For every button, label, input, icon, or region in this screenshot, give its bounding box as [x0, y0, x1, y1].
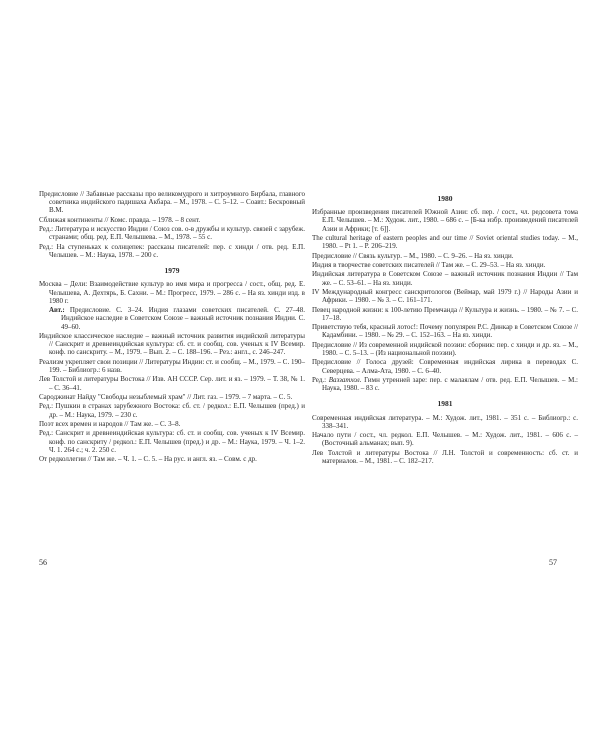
subentry-label: Авт.:: [49, 306, 65, 315]
bibliography-entry: Поэт всех времен и народов // Там же. – С. 3–8.: [39, 419, 181, 428]
bibliography-entry: Современная индийская литература. – М.: Худож. лит., 1981. – 351 с. – Библиогр.: с. 338–341.: [312, 413, 578, 430]
entry-prefix: Ред.:: [312, 375, 329, 384]
bibliography-entry: Москва – Дели: Взаимодействие культур во имя мира и прогресса / сост., общ. ред. Е. Челышева, А. Дехтярь, Б. Сахни. – М.: Прогресс, 1979. – 286 с. – На яз. хинди изд. в 1980 г.: [39, 280, 305, 305]
bibliography-entry: Ред.: Пушкин в странах зарубежного Востока: сб. ст. / редкол.: Е.П. Челышев (пред.) и др. – М.: Наука, 1979. – 230 с.: [39, 402, 305, 419]
page-number-left: 56: [39, 558, 47, 567]
bibliography-entry: Ред.: Санскрит и древнеиндийская культура: сб. ст. и сообщ. сов. ученых к IV Всемир. конф. по санскриту / редкол.: Е.П. Челышев (пред.) и др. – М.: Наука, 1979. – Ч. 1–2. Ч. 1. 264 с.; ч. 2. 250 с.: [39, 429, 305, 454]
entry-text: Гимн утренней заре: пер. с малаялам / отв. ред. Е.П. Челышев. – М.: Наука, 1980. – 83 с.: [322, 375, 579, 393]
subentry-text: Предисловие. С. 3–24. Индия глазами советских писателей. С. 27–48. Индийское наследие в Советском Союзе – важный источник познания Индии. С. 49–60.: [61, 306, 305, 331]
bibliography-entry: Ред.: Литература и искусство Индии / Союз сов. о-в дружбы и культур. связей с зарубеж. странами; общ. ред. Е.П. Челышева. – М., 1978. – 55 с.: [39, 225, 305, 242]
bibliography-entry: Избранные произведения писателей Южной Азии: сб. пер. / сост., чл. редсовета тома Е.П. Челышев. – М.: Худож. лит., 1980. – 686 с. – [Б-ка избр. произведений писателей Азии и Африки; [т. 6]].: [312, 208, 578, 233]
bibliography-entry: Индийское классическое наследие – важный источник развития индийской литературы // Санскрит и древнеиндийская культура: сб. ст. и сообщ. сов. ученых к IV Всемир. конф. по санскриту. – М., 1979. – Вып. 2. – С. 188–196. – Рез.: англ., с. 246–247.: [39, 331, 305, 357]
bibliography-entry: [312, 376, 578, 392]
bibliography-entry: Сближая континенты // Комс. правда. – 1978. – 8 сент.: [39, 215, 201, 224]
bibliography-entry: Предисловие // Из современной индийской поэзии: сборник: пер. с хинди и др. яз. – М., 1980. – С. 5–13. – (Из национальной поэзии).: [312, 340, 578, 357]
bibliography-entry: Лев Толстой и литературы Востока // Л.Н. Толстой и современность: сб. ст. и материалов. – М., 1981. – С. 182–217.: [312, 448, 578, 465]
bibliography-entry: Предисловие // Голоса друзей: Современная индийская лирика в переводах С. Северцева. – Алма-Ата, 1980. – С. 6–40.: [312, 358, 578, 375]
entry-author: Ваззатхол.: [328, 375, 362, 384]
bibliography-entry: Предисловие // Связь культур. – М., 1980. – С. 9–26. – На яз. хинди.: [312, 251, 514, 260]
bibliography-entry: IV Международный конгресс санскритологов (Веймар, май 1979 г.) // Народы Азии и Африки. – 1980. – № 3. – С. 161–171.: [312, 287, 578, 305]
left-page: [39, 190, 305, 465]
bibliography-subentry: [39, 306, 305, 331]
bibliography-entry: Сароджинат Найду "Свободы незыблемый храм" // Лит. газ. – 1979. – 7 марта. – С. 5.: [39, 392, 293, 401]
bibliography-entry: Реализм укрепляет свои позиции // Литературы Индии: ст. и сообщ. – М., 1979. – С. 190–199. – Библиогр.: 6 назв.: [39, 357, 305, 374]
bibliography-entry: Индийская литература в Советском Союзе – важный источник познания Индии // Там же. – С. 53–61. – На яз. хинди.: [312, 270, 578, 287]
bibliography-entry: Предисловие // Забавные рассказы про великомудрого и хитроумного Бирбала, главного советника индийского падишаха Акбара. – М., 1978. – С. 5–12. – Соавт.: Бескровный В.М.: [39, 190, 305, 215]
year-heading: 1980: [437, 194, 453, 203]
bibliography-entry: Индия в творчестве советских писателей // Там же. – С. 29–53. – На яз. хинди.: [312, 260, 546, 269]
bibliography-entry: The cultural heritage of eastern peoples and our time // Soviet oriental studies today. – M., 1980. – Pt 1. – P. 206–219.: [312, 234, 578, 251]
right-page: [312, 195, 578, 466]
bibliography-entry: Лев Толстой и литературы Востока // Изв. АН СССР. Сер. лит. и яз. – 1979. – Т. 38, № 1. – С. 36–41.: [39, 375, 305, 392]
bibliography-entry: Певец народной жизни: к 100-летию Премчанда // Культура и жизнь. – 1980. – № 7. – С. 17–18.: [312, 305, 578, 322]
bibliography-entry: Ред.: На ступеньках к солнцепек: рассказы писателей: пер. с хинди / отв. ред. Е.П. Челышев. – М.: Наука, 1978. – 200 с.: [39, 242, 305, 259]
year-heading: 1979: [164, 266, 180, 276]
page-number-right: 57: [549, 558, 557, 567]
bibliography-entry: Начало пути / сост., чл. редкол. Е.П. Челышев. – М.: Худож. лит., 1981. – 606 с. – (Восточный альманах; вып. 9).: [312, 431, 578, 448]
year-heading: 1981: [437, 399, 453, 409]
bibliography-entry: От редколлегии // Там же. – Ч. 1. – С. 5. – На рус. и англ. яз. – Совм. с др.: [39, 455, 257, 464]
bibliography-entry: Приветствую тебя, красный лотос!: Почему популярен Р.С. Динкар в Советском Союзе // Кадамбини. – 1980. – № 29. – С. 152–163. – На яз. хинди.: [312, 323, 578, 340]
